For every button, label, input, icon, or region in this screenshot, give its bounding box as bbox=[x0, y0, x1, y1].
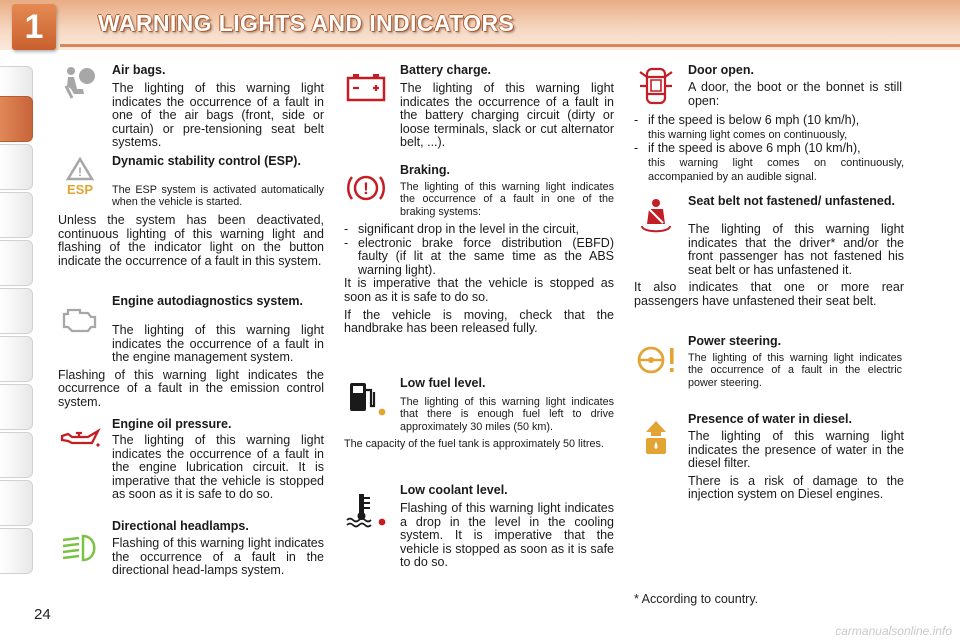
seatbelt-title: Seat belt not fastened/ unfastened. bbox=[688, 194, 895, 208]
list-item: - electronic brake force distribution (EBFD) faulty (if lit at the same time as the ABS warning light). bbox=[344, 235, 614, 277]
svg-text:ESP: ESP bbox=[66, 182, 94, 196]
water-text bbox=[634, 430, 904, 506]
fuel-body2: The capacity of the fuel tank is approximately 50 litres. bbox=[344, 438, 604, 450]
braking-text bbox=[344, 223, 614, 340]
door-text bbox=[634, 114, 904, 185]
fuel-body1: The lighting of this warning light indicates that there is enough fuel left to drive approximately 30 miles (50 km). bbox=[400, 396, 614, 433]
page-title: WARNING LIGHTS AND INDICATORS bbox=[98, 10, 515, 36]
door-open-icon bbox=[634, 66, 678, 106]
list-item: - significant drop in the level in the circuit, bbox=[344, 222, 579, 236]
esp-body: Unless the system has been deactivated, continuous lighting of this warning light and flashing of the indicator light on the button indicate the occurrence of a fault in this system. bbox=[58, 213, 324, 268]
door-item-rest: this warning light comes on continuously, bbox=[648, 128, 848, 141]
coolant-body: Flashing of this warning light indicates a drop in the level in the cooling system. It is imperative that the vehicle is stopped as soon as it is safe to do so. bbox=[400, 501, 614, 570]
engine-diag-text bbox=[58, 324, 324, 414]
engine-diag-body2: Flashing of this warning light indicates the occurrence of a fault in the emission control system. bbox=[58, 367, 324, 409]
battery-body: The lighting of this warning light indicates the occurrence of a fault in the battery charging circuit (dirty or loose terminals, slack or cut alternator belt, ...). bbox=[400, 81, 614, 150]
oil-title: Engine oil pressure. bbox=[112, 417, 232, 431]
fuel-pump-icon bbox=[344, 378, 388, 418]
chapter-tab[interactable] bbox=[0, 432, 33, 478]
esp-note: The ESP system is activated automatically when the vehicle is started. bbox=[112, 184, 324, 209]
headlamps-body: Flashing of this warning light indicates the occurrence of a fault in the directional head-lamps system. bbox=[112, 536, 324, 578]
oil-body: The lighting of this warning light indicates the occurrence of a fault in the engine lubrication circuit. It is imperative that the vehicle is stopped as soon as it is safe to do so. bbox=[112, 433, 324, 502]
braking-item: electronic brake force distribution (EBFD) faulty (if lit at the same time as the ABS warning light). bbox=[358, 235, 614, 277]
esp-title: Dynamic stability control (ESP). bbox=[112, 154, 301, 168]
braking-body1: It is imperative that the vehicle is stopped as soon as it is safe to do so. bbox=[344, 276, 614, 304]
esp-icon bbox=[58, 156, 102, 196]
chapter-tab-active[interactable] bbox=[0, 96, 33, 142]
braking-title: Braking. bbox=[400, 163, 451, 177]
headlamps-title: Directional headlamps. bbox=[112, 519, 249, 533]
seatbelt-body2: It also indicates that one or more rear passengers have unfastened their seat belt. bbox=[634, 280, 904, 308]
watermark: carmanualsonline.info bbox=[835, 624, 952, 638]
oil-text bbox=[58, 434, 324, 502]
battery-title: Battery charge. bbox=[400, 63, 492, 77]
chapter-tab[interactable] bbox=[0, 240, 33, 286]
braking-intro: The lighting of this warning light indicates the occurrence of a fault in one of the braking systems: bbox=[400, 181, 614, 218]
power-steering-icon bbox=[634, 340, 678, 380]
chapter-tab[interactable] bbox=[0, 336, 33, 382]
door-item-lead: if the speed is above 6 mph (10 km/h), bbox=[648, 141, 861, 156]
airbags-body: The lighting of this warning light indicates the occurrence of a fault in one of the air bags (front, side or curtain) or pre-tensioning seat belt systems. bbox=[112, 81, 324, 150]
list-item: - if the speed is above 6 mph (10 km/h), this warning light comes on continuously, accompanied by an audible signal. bbox=[634, 141, 904, 184]
chapter-tab[interactable] bbox=[0, 480, 33, 526]
engine-diag-title: Engine autodiagnostics system. bbox=[112, 294, 304, 308]
page-number: 24 bbox=[34, 606, 51, 623]
fuel-title: Low fuel level. bbox=[400, 376, 486, 390]
svg-text:!: ! bbox=[363, 179, 369, 198]
door-body: A door, the boot or the bonnet is still open: bbox=[688, 80, 902, 108]
water-title: Presence of water in diesel. bbox=[688, 412, 852, 426]
coolant-title: Low coolant level. bbox=[400, 483, 508, 497]
airbags-title: Air bags. bbox=[112, 63, 166, 77]
seatbelt-body1: The lighting of this warning light indicates that the driver* and/or the front passenger has not fastened his seat belt or has unfastened it. bbox=[688, 222, 904, 277]
svg-text:!: ! bbox=[78, 165, 82, 179]
water-body2: There is a risk of damage to the injection system on Diesel engines. bbox=[688, 473, 904, 502]
door-item-lead: if the speed is below 6 mph (10 km/h), bbox=[648, 113, 860, 127]
steering-title: Power steering. bbox=[688, 334, 782, 348]
door-list bbox=[634, 114, 904, 185]
header-rule bbox=[60, 44, 960, 47]
footnote: * According to country. bbox=[634, 592, 759, 606]
directional-headlamp-icon bbox=[58, 528, 102, 568]
list-item: - if the speed is below 6 mph (10 km/h), this warning light comes on continuously, bbox=[634, 113, 860, 141]
braking-item: significant drop in the level in the circuit, bbox=[358, 222, 579, 236]
airbags-text bbox=[58, 82, 324, 150]
battery-text bbox=[344, 82, 614, 150]
chapter-badge: 1 bbox=[12, 4, 56, 50]
seatbelt-text bbox=[634, 223, 904, 313]
chapter-tab[interactable] bbox=[0, 144, 33, 190]
chapter-tab[interactable] bbox=[0, 288, 33, 334]
steering-body: The lighting of this warning light indicates the occurrence of a fault in the electric power steering. bbox=[688, 352, 902, 389]
door-item-rest: this warning light comes on continuously, accompanied by an audible signal. bbox=[648, 156, 904, 184]
chapter-tab[interactable] bbox=[0, 528, 33, 574]
braking-list bbox=[344, 223, 614, 277]
chapter-tab[interactable] bbox=[0, 192, 33, 238]
coolant-text bbox=[344, 502, 614, 570]
engine-diag-body1: The lighting of this warning light indicates the occurrence of a fault in the engine management system. bbox=[112, 323, 324, 365]
chapter-tab[interactable] bbox=[0, 384, 33, 430]
brake-icon bbox=[344, 168, 388, 208]
page-header bbox=[0, 0, 960, 50]
water-body1: The lighting of this warning light indicates the presence of water in the diesel filter. bbox=[688, 429, 904, 471]
braking-body2: If the vehicle is moving, check that the handbrake has been released fully. bbox=[344, 307, 614, 336]
door-title: Door open. bbox=[688, 63, 754, 77]
